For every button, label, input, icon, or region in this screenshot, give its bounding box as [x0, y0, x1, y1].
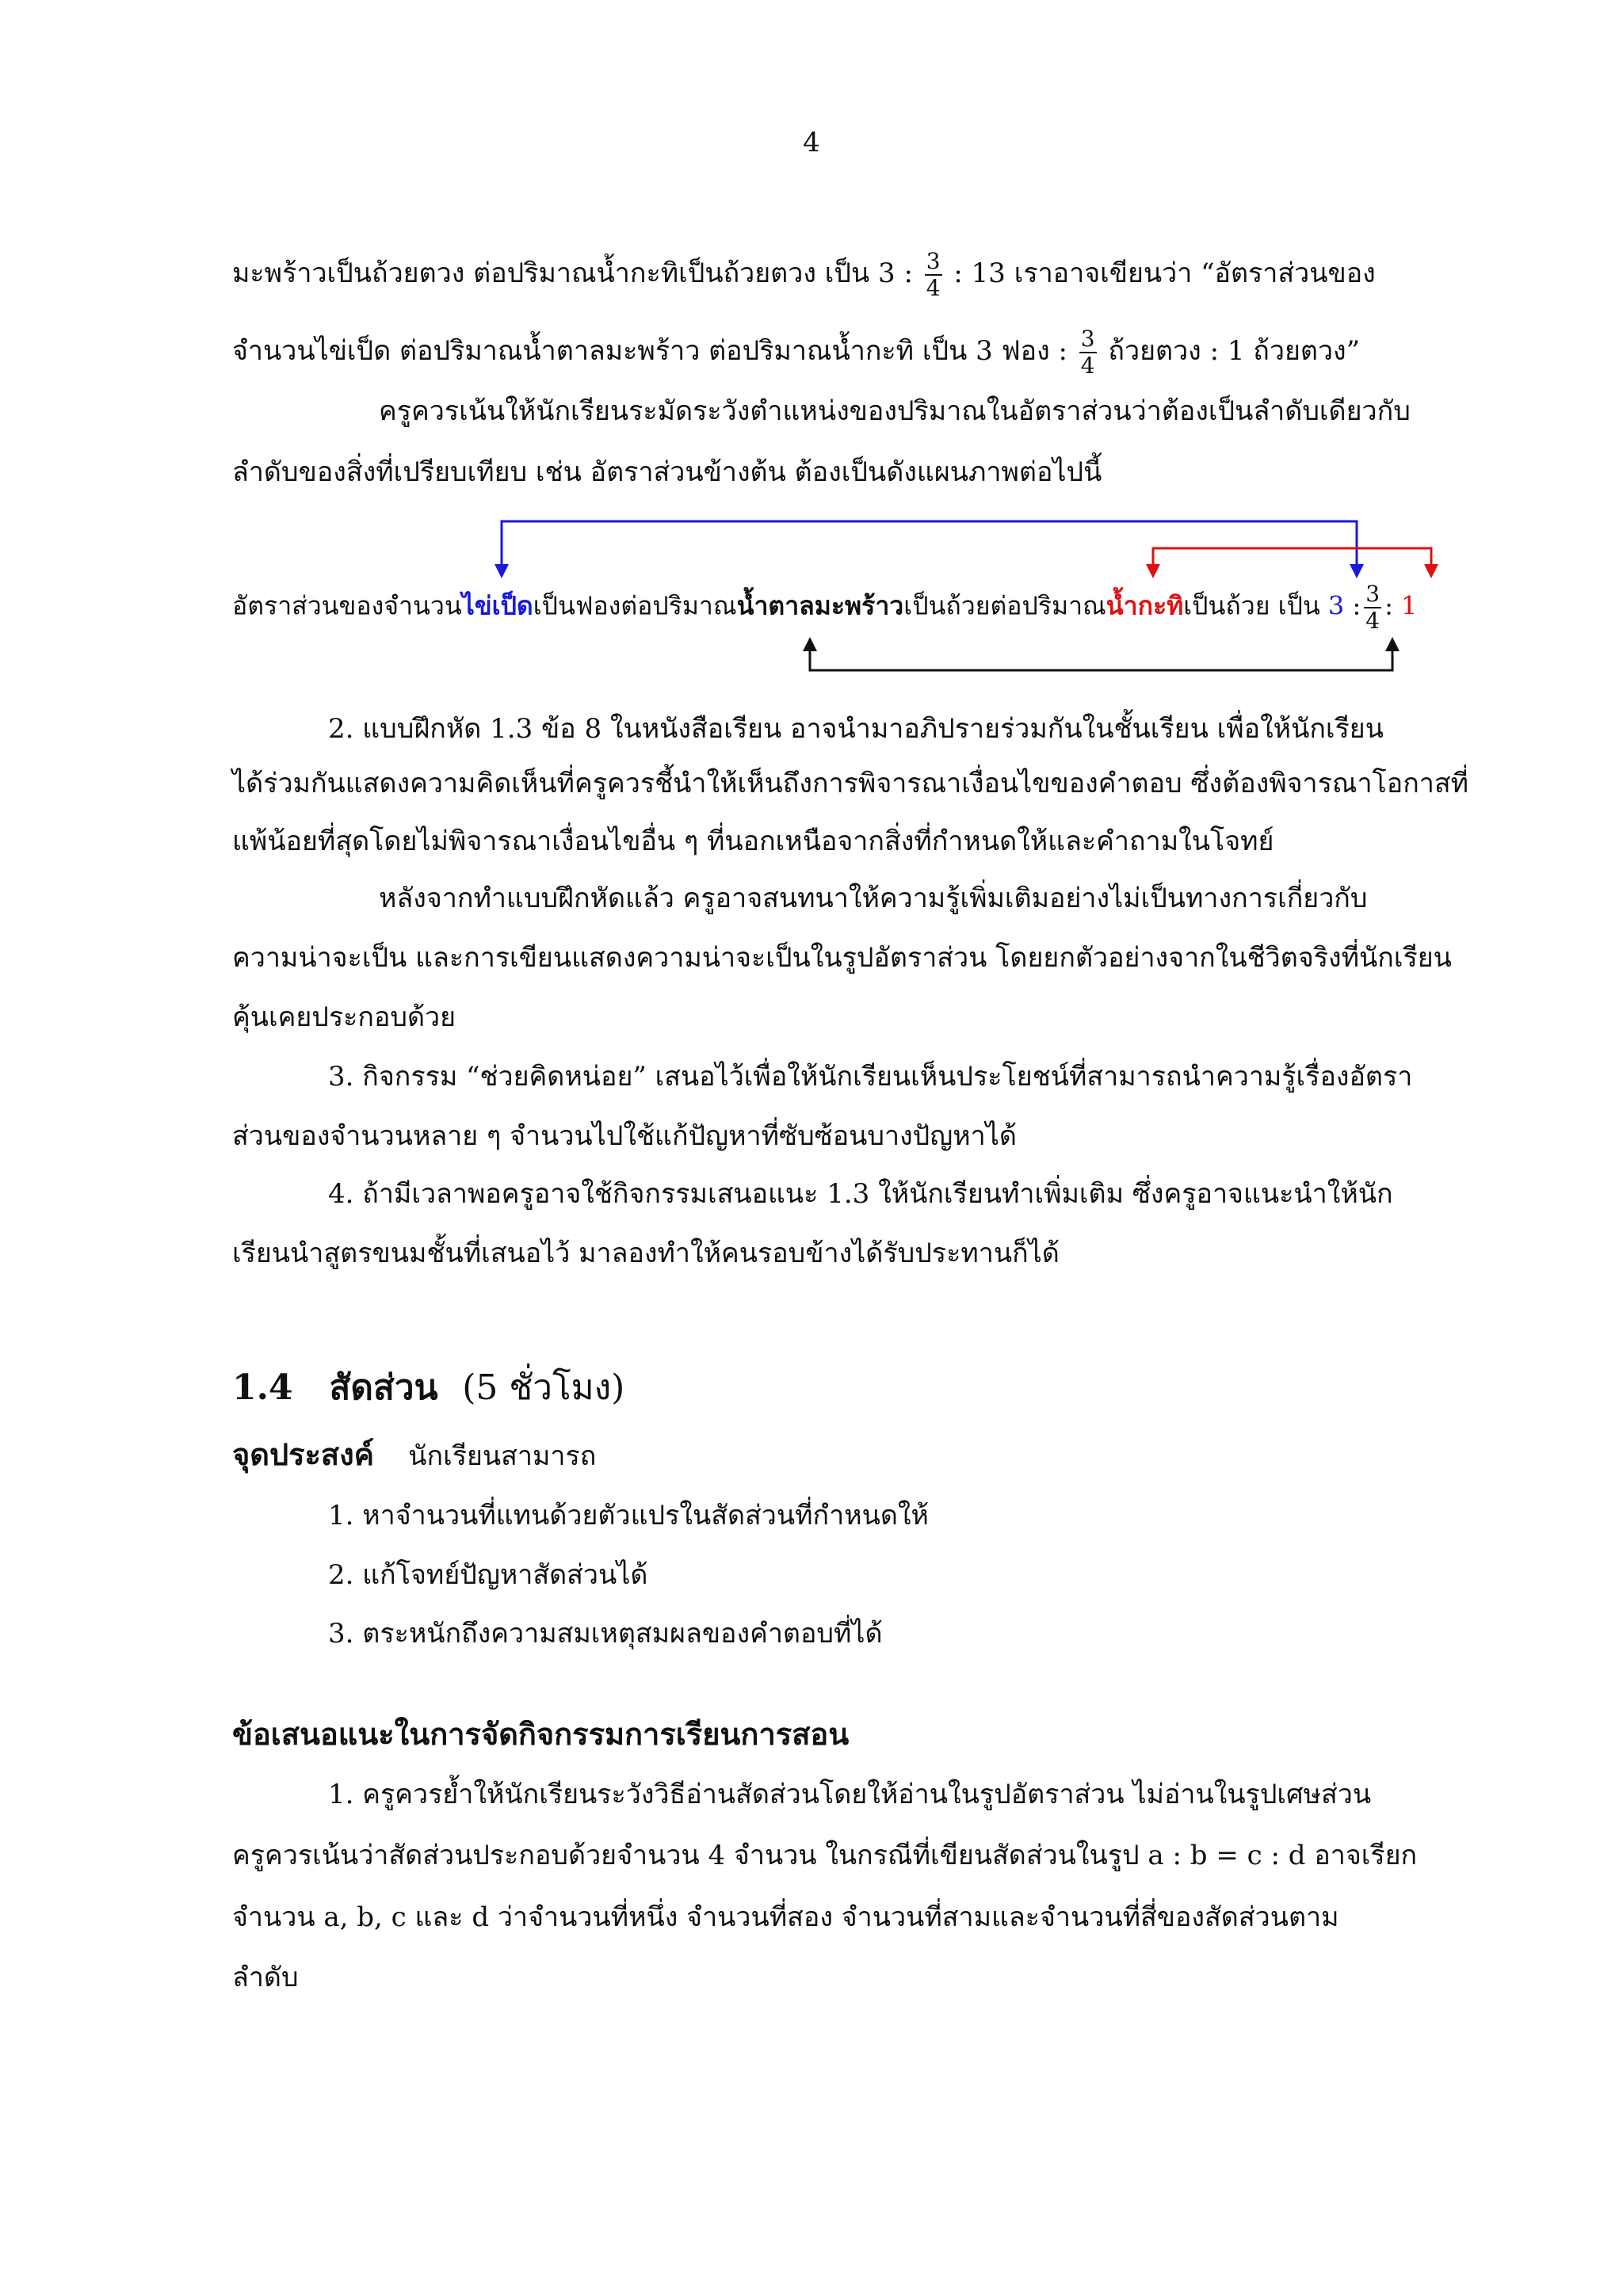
egg-arrow-head-right — [1350, 564, 1364, 578]
ratio-diagram-sentence — [232, 583, 1417, 632]
objectives-label: จุดประสงค์ — [232, 1436, 375, 1472]
sugar-arrow — [810, 643, 1392, 670]
section-heading — [232, 1360, 624, 1415]
sugar-arrow-head-right — [1385, 637, 1400, 651]
para2-line2: ลำดับของสิ่งที่เปรียบเทียบ เช่น อัตราส่วนข้างต้น ต้องเป็นดังแผนภาพต่อไปนี้ — [232, 456, 1102, 488]
para3-line1: หลังจากทำแบบฝึกหัดแล้ว ครูอาจสนทนาให้ความรู้เพิ่มเติมอย่างไม่เป็นทางการเกี่ยวกับ — [379, 883, 1368, 914]
item4-line1: 4. ถ้ามีเวลาพอครูอาจใช้กิจกรรมเสนอแนะ 1.3 ให้นักเรียนทำเพิ่มเติม ซึ่งครูอาจแนะนำให้นัก — [328, 1178, 1393, 1210]
para1-line2-a: จำนวนไข่เป็ด ต่อปริมาณน้ำตาลมะพร้าว ต่อปริมาณน้ำกะทิ เป็น 3 ฟอง : — [232, 335, 1067, 367]
item2-line2: ได้ร่วมกันแสดงความคิดเห็นที่ครูควรชี้นำให้เห็นถึงการพิจารณาเงื่อนไขของคำตอบ ซึ่งต้องพิจารณาโอกาสที่ — [232, 768, 1469, 799]
item3-line1: 3. กิจกรรม “ช่วยคิดหน่อย” เสนอไว้เพื่อให้นักเรียนเห็นประโยชน์ที่สามารถนำความรู้เรื่องอัตรา — [328, 1061, 1413, 1093]
objective-item: 3. ตระหนักถึงความสมเหตุสมผลของคำตอบที่ได้ — [328, 1618, 883, 1650]
section-number: 1.4 — [232, 1367, 293, 1408]
objectives-row — [232, 1437, 596, 1474]
suggestion-line2: ครูควรเน้นว่าสัดส่วนประกอบด้วยจำนวน 4 จำนวน ในกรณีที่เขียนสัดส่วนในรูป a : b = c : d อาจเรียก — [232, 1840, 1418, 1871]
item2-line1: 2. แบบฝึกหัด 1.3 ข้อ 8 ในหนังสือเรียน อาจนำมาอภิปรายร่วมกันในชั้นเรียน เพื่อให้นักเรียน — [328, 713, 1384, 745]
section-title: สัดส่วน — [329, 1367, 438, 1408]
ratio-separator: : — [1344, 590, 1361, 621]
egg-arrow — [502, 521, 1357, 572]
fraction-denominator: 4 — [1365, 608, 1381, 634]
para1-line1-a: มะพร้าวเป็นถ้วยตวง ต่อปริมาณน้ำกะทิเป็นถ้วยตวง เป็น 3 : — [232, 257, 913, 289]
coconut-milk-arrow-head-right — [1424, 564, 1438, 578]
item2-line3: แพ้น้อยที่สุดโดยไม่พิจารณาเงื่อนไขอื่น ๆ ที่นอกเหนือจากสิ่งที่กำหนดให้และคำถามในโจทย์ — [232, 826, 1274, 857]
suggestion-line3: จำนวน a, b, c และ d ว่าจำนวนที่หนึ่ง จำนวนที่สอง จำนวนที่สามและจำนวนที่สี่ของสัดส่วนตาม — [232, 1901, 1339, 1933]
ratio-separator: : — [1384, 590, 1402, 621]
coconut-milk-arrow-head-left — [1146, 564, 1160, 578]
diagram-text: เป็นถ้วย เป็น — [1183, 590, 1328, 621]
suggestion-line1: 1. ครูควรย้ำให้นักเรียนระวังวิธีอ่านสัดส่วนโดยให้อ่านในรูปอัตราส่วน ไม่อ่านในรูปเศษส่วน — [328, 1779, 1372, 1810]
item4-line2: เรียนนำสูตรขนมชั้นที่เสนอไว้ มาลองทำให้คนรอบข้างได้รับประทานก็ได้ — [232, 1238, 1060, 1269]
diagram-text: เป็นถ้วยต่อปริมาณ — [903, 590, 1106, 621]
coconut-milk-arrow — [1153, 548, 1431, 572]
objective-item: 2. แก้โจทย์ปัญหาสัดส่วนได้ — [328, 1559, 648, 1591]
diagram-text: อัตราส่วนของจำนวน — [232, 590, 462, 621]
egg-arrow-head-left — [495, 564, 509, 578]
ratio-value-2 — [1364, 583, 1381, 632]
para1-line1-b: : 13 เราอาจเขียนว่า “อัตราส่วนของ — [953, 257, 1376, 289]
para1-line2-b: ถ้วยตวง : 1 ถ้วยตวง” — [1108, 335, 1361, 367]
ratio-value-3: 1 — [1401, 590, 1418, 621]
para3-line2: ความน่าจะเป็น และการเขียนแสดงความน่าจะเป็นในรูปอัตราส่วน โดยยกตัวอย่างจากในชีวิตจริงที่นักเรียน — [232, 942, 1452, 974]
para2-line1: ครูควรเน้นให้นักเรียนระมัดระวังตำแหน่งของปริมาณในอัตราส่วนว่าต้องเป็นลำดับเดียวกับ — [379, 395, 1411, 427]
diagram-text: เป็นฟองต่อปริมาณ — [533, 590, 737, 621]
egg-label: ไข่เป็ด — [461, 590, 533, 621]
coconut-milk-label: น้ำกะทิ — [1106, 590, 1184, 621]
fraction-denominator: 4 — [926, 275, 941, 301]
fraction-numerator: 3 — [926, 248, 941, 274]
objective-item: 1. หาจำนวนที่แทนด้วยตัวแปรในสัดส่วนที่กำหนดให้ — [328, 1500, 929, 1531]
objectives-intro: นักเรียนสามารถ — [408, 1440, 597, 1472]
section-hours: (5 ชั่วโมง) — [462, 1367, 625, 1408]
ratio-value-1: 3 — [1327, 590, 1345, 621]
fraction-numerator: 3 — [1080, 326, 1095, 352]
item3-line2: ส่วนของจำนวนหลาย ๆ จำนวนไปใช้แก้ปัญหาที่ซับซ้อนบางปัญหาได้ — [232, 1120, 1017, 1152]
para3-line3: คุ้นเคยประกอบด้วย — [232, 1001, 456, 1033]
sugar-arrow-head-left — [803, 637, 817, 651]
fraction-numerator: 3 — [1365, 581, 1381, 607]
page-number: 4 — [803, 127, 820, 158]
sugar-label: น้ำตาลมะพร้าว — [736, 590, 904, 621]
suggestion-line4: ลำดับ — [232, 1962, 299, 1993]
suggestions-heading: ข้อเสนอแนะในการจัดกิจกรรมการเรียนการสอน — [232, 1716, 850, 1752]
fraction-denominator: 4 — [1080, 353, 1095, 379]
